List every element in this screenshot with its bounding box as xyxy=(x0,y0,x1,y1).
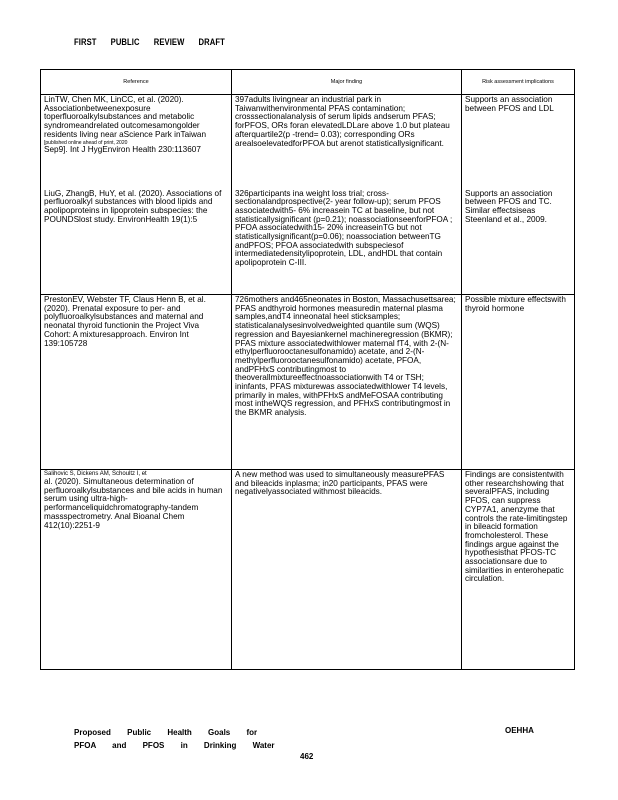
implication-text: Possible mixture effectswith thyroid hormone xyxy=(465,295,566,313)
reference-text: LiuG, ZhangB, HuY, et al. (2020). Associations of perfluoroalkyl substances with blood lipids and apolipoproteins in lipoprotein subspecies: the POUNDSlost study. EnvironHealth 19(1):5 xyxy=(44,188,222,224)
table-row xyxy=(41,470,575,670)
finding-cell xyxy=(232,95,462,189)
implication-cell xyxy=(462,470,575,670)
reference-text: Sep9]. Int J HygEnviron Health 230:113607 xyxy=(44,144,201,154)
footer-title-line-2: PFOA and PFOS in Drinking Water xyxy=(74,741,275,750)
column-header-major-finding: Major finding xyxy=(232,70,462,95)
implication-cell xyxy=(462,295,575,470)
reference-cell xyxy=(41,95,232,189)
reference-cell xyxy=(41,470,232,670)
draft-header: FIRST PUBLIC REVIEW DRAFT xyxy=(74,37,225,47)
table-row xyxy=(41,295,575,470)
footer-document-title xyxy=(74,726,275,752)
implication-cell xyxy=(462,189,575,295)
finding-text: 397adults livingnear an industrial park in Taiwanwithenvironmental PFAS contamination; crosssectionalanalysis of serum lipids andserum PFAS; forPFOS, ORs foran elevatedLDLare above 1.0 but plateau afterquartile2(p -trend= 0.03); corresponding ORs arealsoelevatedforPFOA but arenot statisticallysignificant. xyxy=(235,95,450,148)
table-row xyxy=(41,189,575,295)
reference-text: LinTW, Chen MK, LinCC, et al. (2020). Associationbetweenexposure toperfluoroalkylsubstances and metabolic syndromeandrelated outcomesamongolder residents living near aScience Park inTaiwan xyxy=(44,95,207,139)
page-number: 462 xyxy=(300,752,314,761)
implication-text: Findings are consistentwith other researchshowing that severalPFAS, including PFOS, can suppress CYP7A1, anenzyme that controls the rate-limitingstep in bileacid formation fromcholesterol. These findings argue against the hypothesisthat PFOS-TC associationsare due to similarities in enterohepatic circulation. xyxy=(465,470,568,584)
finding-text: 726mothers and465neonates in Boston, Massachusettsarea; PFAS andthyroid hormones measuredin maternal plasma samples,andT4 inneonatal heel sticksamples; statisticalanalysesinvolvedweighted quantile sum (WQS) regression and Bayesiankernel machineregression (BKMR); PFAS mixture associatedwithlower maternal fT4, with 2-(N-ethylperfluorooctanesulfonamido) acetate, and 2-(N-methylperfluorooctanesulfonamido) acetate, PFOA, andPFHxS contributingmost to theoverallmixtureeffectnoassociationwith T4 or TSH; ininfants, PFAS mixturewas associatedwithlower T4 levels, primarily in males, withPFHxS andMeFOSAA contributing most intheWQS regression, and PFHxS contributingmost in the BKMR analysis. xyxy=(235,295,456,418)
finding-text: 326participants ina weight loss trial; cross-sectionalandprospective(2- year follow-up); serum PFOS associatedwith5- 6% increasein TC at baseline, but not statisticallysignificant (p=0.21); noassociationseenforPFOA ; PFOA associatedwith15- 20% increaseinTG but not statisticallysignificant(p=0.06); noassociation betweenTG andPFOS; PFOA associatedwith subspeciesof intermediatedensitylipoprotein, LDL, andHDL that contain apolipoprotein C-III. xyxy=(235,188,453,268)
footer-agency: OEHHA xyxy=(505,726,534,735)
reference-cell xyxy=(41,295,232,470)
reference-text: al. (2020). Simultaneous determination of perfluoroalkylsubstances and bile acids in human serum using ultra-high-performanceliquidchromatography-tandem massspectrometry. Anal Bioanal Chem 412(10):2251-9 xyxy=(44,477,223,530)
reference-note: [published online ahead of print, 2020 xyxy=(44,139,128,146)
column-header-reference: Reference xyxy=(41,70,232,95)
column-header-risk-implications: Risk assessment implications xyxy=(462,70,575,95)
finding-cell xyxy=(232,189,462,295)
reference-cell xyxy=(41,189,232,295)
evidence-table xyxy=(40,69,575,670)
implication-text: Supports an association between PFOS and LDL xyxy=(465,95,554,113)
finding-cell xyxy=(232,295,462,470)
table-header-row xyxy=(41,70,575,95)
implication-text: Supports an association between PFOS and TC. Similar effectsiseas Steenland et al., 2009. xyxy=(465,188,553,224)
reference-text: PrestonEV, Webster TF, Claus Henn B, et al. (2020). Prenatal exposure to per- and polyfluoroalkylsubstances and maternal and neonatal thyroid functionin the Project Viva Cohort: A mixturesapproach. Environ Int 139:105728 xyxy=(44,295,206,348)
finding-cell xyxy=(232,470,462,670)
footer-title-line-1: Proposed Public Health Goals for xyxy=(74,728,258,737)
implication-cell xyxy=(462,95,575,189)
finding-text: A new method was used to simultaneously measurePFAS and bileacids inplasma; in20 participants, PFAS were negativelyassociated withmost bileacids. xyxy=(235,470,445,497)
reference-author-line: Salihovic S, Dickens AM, Schoultz I, et xyxy=(44,471,147,477)
table-row xyxy=(41,95,575,189)
